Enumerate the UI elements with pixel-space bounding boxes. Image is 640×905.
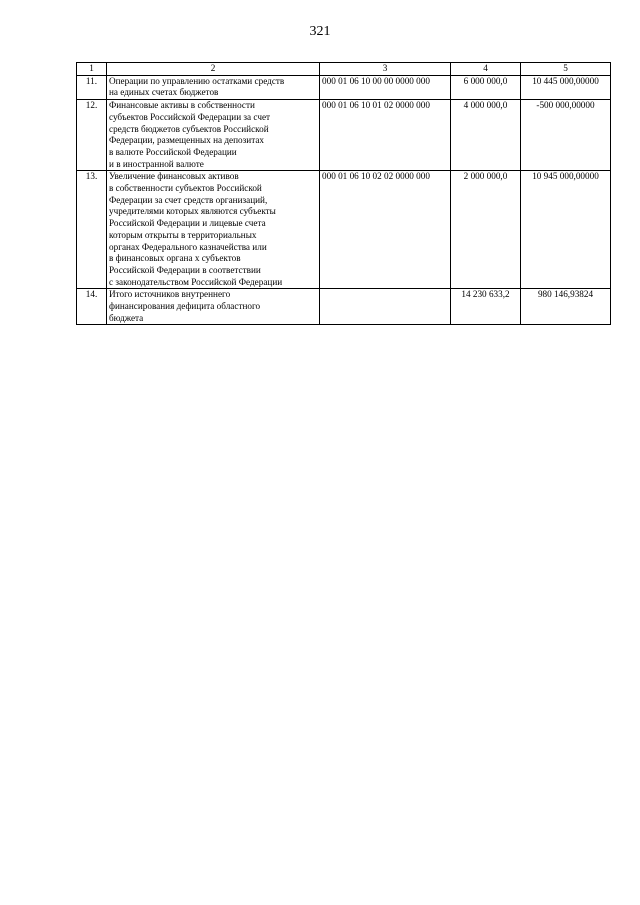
row-budget-code [320,289,451,325]
table-row [77,100,611,171]
row-amount-col5: 10 945 000,00000 [521,171,611,289]
row-name-line: Итого источников внутреннего [109,289,231,300]
row-amount-col4: 14 230 633,2 [451,289,521,325]
column-header-2: 2 [107,63,320,76]
row-name [107,171,320,289]
row-budget-code: 000 01 06 10 02 02 0000 000 [320,171,451,289]
row-name-line: субъектов Российской Федерации за счет [109,111,271,122]
column-header-5: 5 [521,63,611,76]
row-name-line: которым открыты в территориальных [109,229,257,240]
row-number: 14. [77,289,107,325]
row-amount-col4: 4 000 000,0 [451,100,521,171]
row-name-line: органах Федерального казначейства или [109,241,267,252]
row-amount-col5: 980 146,93824 [521,289,611,325]
table-header-row [77,63,611,76]
row-number: 12. [77,100,107,171]
row-name-line: бюджета [109,312,144,323]
row-name-line: Федерации за счет средств организаций, [109,194,268,205]
row-name [107,100,320,171]
row-name-line: с законодательством Российской Федерации [109,276,283,287]
table-row [77,289,611,325]
column-header-3: 3 [320,63,451,76]
row-name-line: и в иностранной валюте [109,158,204,169]
row-name-line: Федерации, размещенных на депозитах [109,135,264,146]
row-number: 11. [77,75,107,99]
row-name-line: Финансовые активы в собственности [109,100,255,111]
row-name-line: в валюте Российской Федерации [109,146,237,157]
row-amount-col5: -500 000,00000 [521,100,611,171]
row-name-line: в собственности субъектов Российской [109,183,262,194]
table-row [77,75,611,99]
row-name-line: учредителями которых являются субъекты [109,206,276,217]
row-name [107,289,320,325]
row-name-line: Операции по управлению остатками средств [109,75,285,86]
row-name-line: средств бюджетов субъектов Российской [109,123,269,134]
row-number: 13. [77,171,107,289]
row-amount-col5: 10 445 000,00000 [521,75,611,99]
row-budget-code: 000 01 06 10 00 00 0000 000 [320,75,451,99]
table-body [77,63,611,325]
budget-sources-table [76,62,611,325]
row-amount-col4: 2 000 000,0 [451,171,521,289]
row-name-line: Российской Федерации в соответствии [109,264,261,275]
page-number: 321 [309,24,331,39]
table-row [77,171,611,289]
row-name-line: в финансовых органа х субъектов [109,253,241,264]
column-header-4: 4 [451,63,521,76]
column-header-1: 1 [77,63,107,76]
row-budget-code: 000 01 06 10 01 02 0000 000 [320,100,451,171]
row-name-line: финансирования дефицита областного [109,301,261,312]
row-name-line: Российской Федерации и лицевые счета [109,218,266,229]
row-name-line: Увеличение финансовых активов [109,171,239,182]
row-name [107,75,320,99]
row-amount-col4: 6 000 000,0 [451,75,521,99]
row-name-line: на единых счетах бюджетов [109,87,219,98]
